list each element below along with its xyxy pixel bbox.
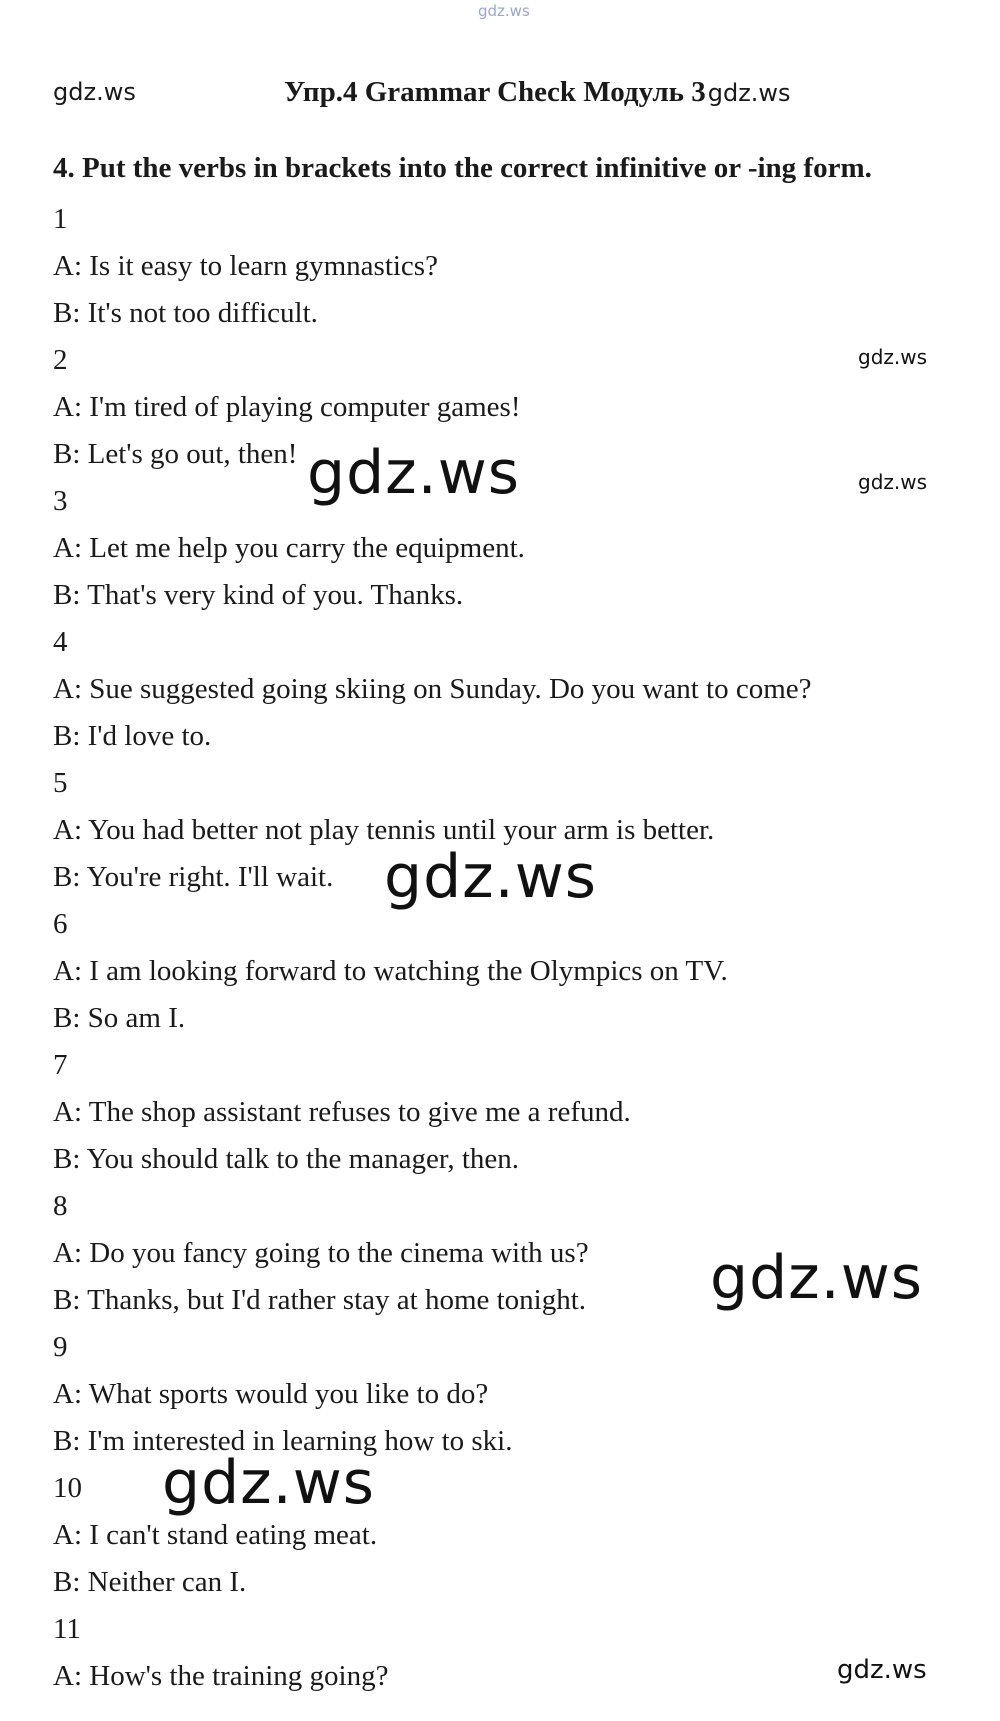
line-a: A: What sports would you like to do? [53,1378,489,1410]
item-number: 1 [53,203,68,235]
line-b: B: It's not too difficult. [53,297,318,329]
line-b: B: You should talk to the manager, then. [53,1143,520,1175]
line-b: B: You're right. I'll wait. [53,861,334,893]
watermark-top: gdz.ws [478,2,530,20]
watermark-large-2: gdz.ws [384,842,598,912]
item-number: 2 [53,344,68,376]
watermark-small-right-1: gdz.ws [858,345,928,369]
watermark-title-suffix: gdz.ws [707,79,791,107]
line-b: B: Neither can I. [53,1566,247,1598]
line-a: A: The shop assistant refuses to give me a refund. [53,1096,631,1128]
watermark-bottom-right: gdz.ws [837,1655,927,1685]
watermark-small-right-2: gdz.ws [858,470,928,494]
line-a: A: Is it easy to learn gymnastics? [53,250,438,282]
line-a: A: I can't stand eating meat. [53,1519,378,1551]
watermark-header-left: gdz.ws [53,78,136,106]
line-b: B: I'd love to. [53,720,212,752]
item-number: 11 [53,1613,81,1645]
line-b: B: That's very kind of you. Thanks. [53,579,464,611]
item-number: 7 [53,1049,68,1081]
item-number: 10 [53,1472,82,1504]
item-number: 3 [53,485,68,517]
line-a: A: You had better not play tennis until your arm is better. [53,814,715,846]
task-instruction: 4. Put the verbs in brackets into the correct infinitive or -ing form. [53,152,872,184]
item-number: 8 [53,1190,68,1222]
line-b: B: So am I. [53,1002,186,1034]
page-title [284,76,791,109]
item-number: 4 [53,626,68,658]
item-number: 5 [53,767,68,799]
line-b: B: Thanks, but I'd rather stay at home tonight. [53,1284,587,1316]
line-b: B: I'm interested in learning how to ski. [53,1425,513,1457]
line-a: A: Do you fancy going to the cinema with us? [53,1237,589,1269]
line-a: A: Sue suggested going skiing on Sunday. Do you want to come? [53,673,812,705]
watermark-large-1: gdz.ws [307,438,521,508]
line-b: B: Let's go out, then! [53,438,298,470]
page-header [0,76,1000,116]
watermark-large-3: gdz.ws [710,1243,924,1313]
line-a: A: I am looking forward to watching the Olympics on TV. [53,955,728,987]
item-number: 9 [53,1331,68,1363]
line-a: A: I'm tired of playing computer games! [53,391,521,423]
line-a: A: How's the training going? [53,1660,389,1692]
line-a: A: Let me help you carry the equipment. [53,532,525,564]
page-title-text: Упр.4 Grammar Check Модуль 3 [284,76,706,108]
item-number: 6 [53,908,68,940]
watermark-large-4: gdz.ws [162,1448,376,1518]
